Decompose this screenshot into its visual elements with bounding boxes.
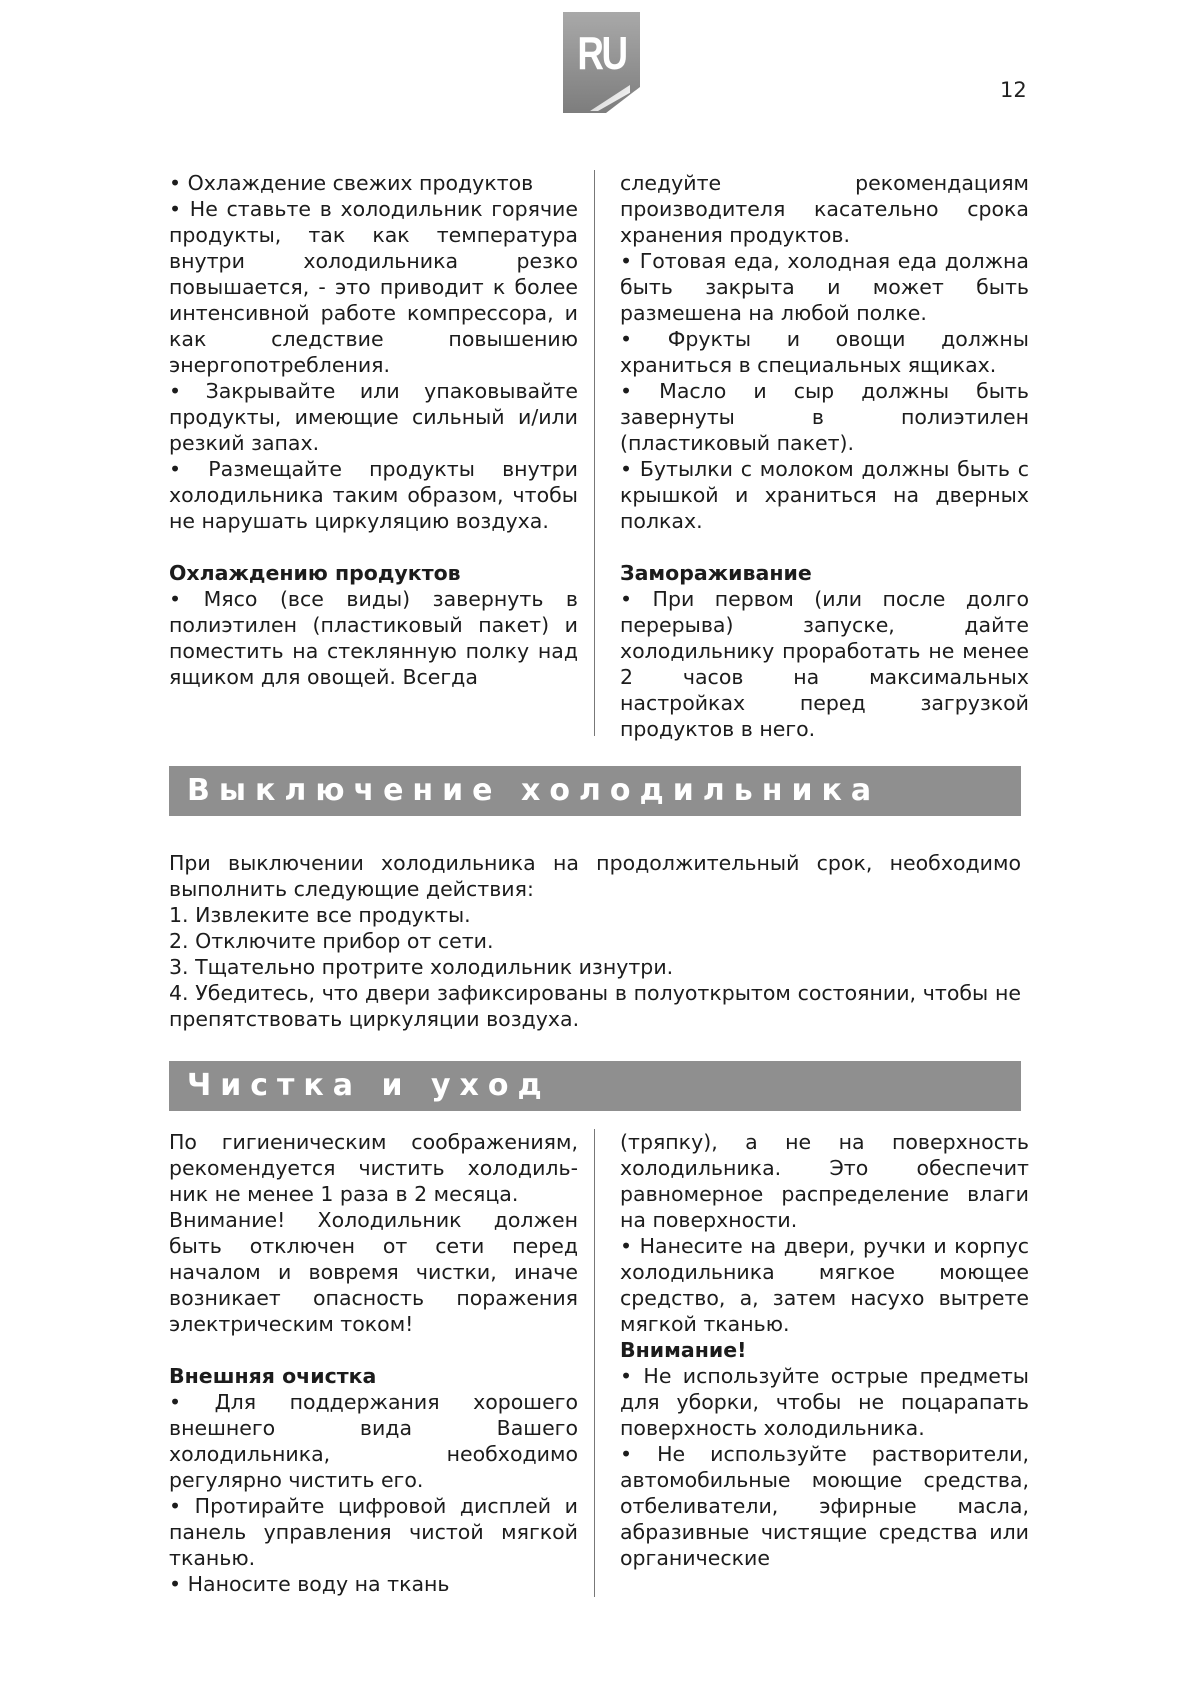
section-title-cleaning: Чистка и уход (169, 1061, 1021, 1111)
instruction-line: 2. Отключите прибор от сети. (169, 929, 494, 953)
shutdown-instructions (169, 850, 1021, 1032)
paragraph: Внимание! Холодильник должен быть отключен от сети перед началом и вовремя чистки, иначе возникает опасность поражения электрическим током! (169, 1208, 578, 1336)
paragraph: По гигиеническим соображениям, рекомендуется чистить холодиль-ник не менее 1 раза в 2 месяца. (169, 1130, 578, 1206)
paragraph: (тряпку), а не на поверхность холодильника. Это обеспечит равномерное распределение влаги на поверхности. (620, 1130, 1029, 1232)
language-badge (563, 12, 640, 113)
subheading: Внешняя очистка (169, 1364, 377, 1388)
section-title-shutdown: Выключение холодильника (169, 766, 1021, 816)
subheading: Внимание! (620, 1338, 747, 1362)
paragraph: • Охлаждение свежих продуктов (169, 171, 534, 195)
paragraph: • Закрывайте или упаковывайте продукты, имеющие сильный и/или резкий запах. (169, 379, 578, 455)
spacer (169, 1337, 578, 1363)
spacer (620, 534, 1029, 560)
paragraph: • Масло и сыр должны быть завернуты в полиэтилен (пластиковый пакет). (620, 379, 1029, 455)
paragraph: следуйте рекомендациям производителя касательно срока хранения продуктов. (620, 171, 1029, 247)
section3-right-column (620, 1129, 1029, 1571)
section3-left-column (169, 1129, 578, 1597)
paragraph: • Не ставьте в холодильник горячие продукты, так как температура внутри холодильника резко повышается, - это приводит к более интенсивной работе компрессора, и как следствие повышению энергопотребления. (169, 197, 578, 377)
paragraph: • Наносите воду на ткань (169, 1572, 450, 1596)
paragraph: • Фрукты и овощи должны храниться в специальных ящиках. (620, 327, 1029, 377)
instruction-line: 3. Тщательно протрите холодильник изнутри. (169, 955, 674, 979)
column-divider (594, 1129, 595, 1597)
column-divider (594, 170, 595, 736)
paragraph: • Размещайте продукты внутри холодильника таким образом, чтобы не нарушать циркуляцию воздуха. (169, 457, 578, 533)
paragraph: • Мясо (все виды) завернуть в полиэтилен (пластиковый пакет) и поместить на стеклянную полку над ящиком для овощей. Всегда (169, 587, 578, 689)
paragraph: • Готовая еда, холодная еда должна быть закрыта и может быть размешена на любой полке. (620, 249, 1029, 325)
spacer (169, 534, 578, 560)
paragraph: • Нанесите на двери, ручки и корпус холодильника мягкое моющее средство, а, затем насухо вытрете мягкой тканью. (620, 1234, 1029, 1336)
subheading: Охлаждению продуктов (169, 561, 461, 585)
language-code: RU (577, 27, 626, 79)
paragraph: • Протирайте цифровой дисплей и панель управления чистой мягкой тканью. (169, 1494, 578, 1570)
page-curl-corner (606, 87, 640, 113)
instruction-line: При выключении холодильника на продолжительный срок, необходимо выполнить следующие действия: (169, 851, 1021, 901)
paragraph: • Не используйте острые предметы для уборки, чтобы не поцарапать поверхность холодильника. (620, 1364, 1029, 1440)
paragraph: • Бутылки с молоком должны быть с крышкой и храниться на дверных полках. (620, 457, 1029, 533)
instruction-line: 4. Убедитесь, что двери зафиксированы в полуоткрытом состоянии, чтобы не препятствовать циркуляции воздуха. (169, 981, 1021, 1031)
paragraph: • При первом (или после долго перерыва) запуске, дайте холодильнику проработать не менее 2 часов на максимальных настройках перед загрузкой продуктов в него. (620, 587, 1029, 741)
paragraph: • Не используйте растворители, автомобильные моющие средства, отбеливатели, эфирные масла, абразивные чистящие средства или органические (620, 1442, 1029, 1570)
paragraph: • Для поддержания хорошего внешнего вида Вашего холодильника, необходимо регулярно чистить его. (169, 1390, 578, 1492)
page-number: 12 (1000, 78, 1027, 102)
section1-right-column (620, 170, 1029, 742)
subheading: Замораживание (620, 561, 812, 585)
instruction-line: 1. Извлеките все продукты. (169, 903, 471, 927)
section1-left-column (169, 170, 578, 690)
